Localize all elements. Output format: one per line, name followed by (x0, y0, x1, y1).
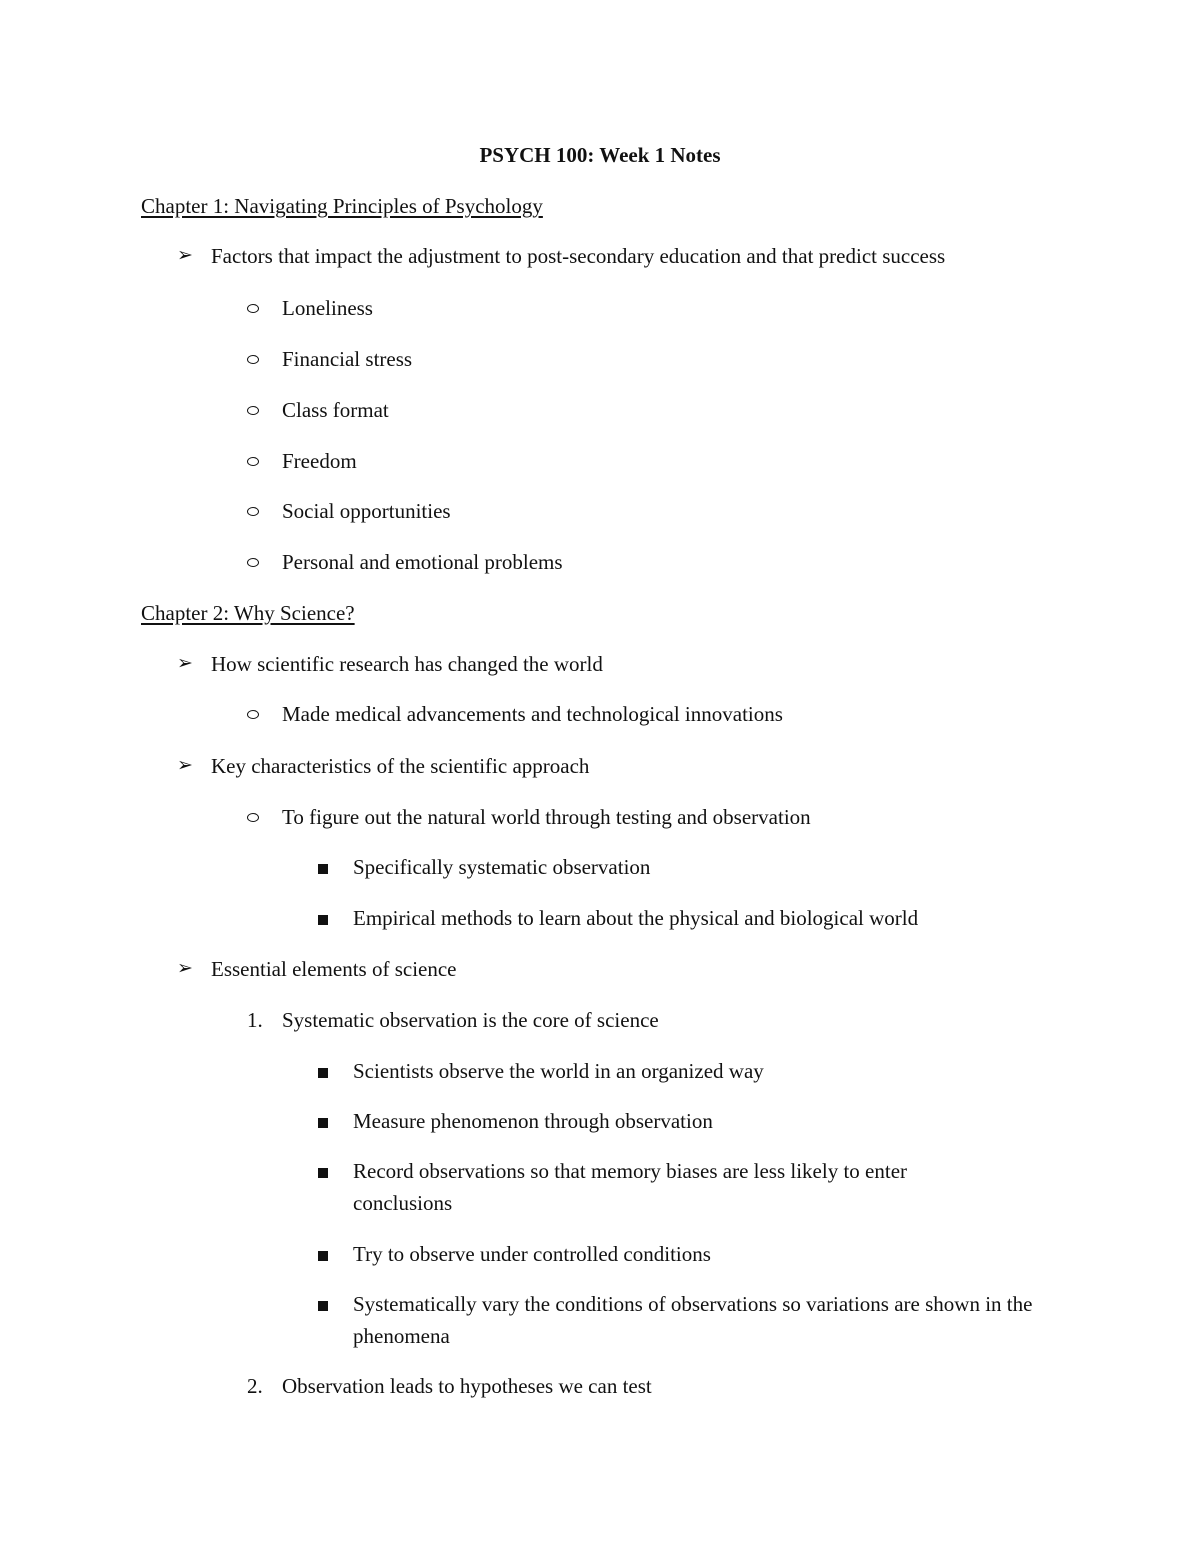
list-item (0, 853, 1200, 881)
square-bullet-icon (318, 1290, 328, 1318)
square-bullet-icon (318, 853, 328, 881)
page-title: PSYCH 100: Week 1 Notes (479, 143, 721, 167)
list-item (0, 955, 1200, 983)
list-item-text: Loneliness (282, 296, 373, 320)
list-item-text: How scientific research has changed the world (211, 652, 603, 676)
numbered-item (0, 1372, 1200, 1400)
list-item (0, 396, 1200, 424)
circle-bullet-icon (247, 447, 259, 475)
list-item-text: Systematically vary the conditions of observations so variations are shown in the phenomena (353, 1292, 1033, 1348)
list-item (0, 1240, 1200, 1268)
list-item-text: Empirical methods to learn about the physical and biological world (353, 906, 919, 930)
arrow-bullet-icon: ➢ (177, 958, 193, 979)
circle-bullet-icon (247, 396, 259, 424)
list-item (0, 1157, 1200, 1221)
list-item-text: Key characteristics of the scientific approach (211, 754, 590, 778)
arrow-bullet-icon: ➢ (177, 653, 193, 674)
list-item (0, 650, 1200, 678)
list-item (0, 700, 1200, 728)
list-item-text: Try to observe under controlled conditions (353, 1242, 711, 1266)
list-item (0, 904, 1200, 932)
list-item (0, 497, 1200, 525)
list-item-text: Factors that impact the adjustment to post-secondary education and that predict success (211, 244, 946, 268)
list-item (0, 447, 1200, 475)
list-item-text: Specifically systematic observation (353, 855, 651, 879)
numbered-item (0, 1006, 1200, 1034)
list-number: 2. (247, 1374, 263, 1398)
list-item-text: Personal and emotional problems (282, 550, 563, 574)
list-item (0, 752, 1200, 780)
square-bullet-icon (318, 1240, 328, 1268)
list-item-text: Freedom (282, 449, 357, 473)
arrow-bullet-icon: ➢ (177, 245, 193, 266)
list-item-text: Record observations so that memory biases are less likely to enter conclusions (353, 1159, 908, 1215)
list-item (0, 548, 1200, 576)
circle-bullet-icon (247, 548, 259, 576)
list-item-text: Social opportunities (282, 499, 451, 523)
list-item-text: Scientists observe the world in an organized way (353, 1059, 764, 1083)
square-bullet-icon (318, 904, 328, 932)
list-item (0, 803, 1200, 831)
square-bullet-icon (318, 1057, 328, 1085)
list-number: 1. (247, 1008, 263, 1032)
list-item-text: Made medical advancements and technological innovations (282, 702, 783, 726)
circle-bullet-icon (247, 803, 259, 831)
chapter-1-heading: Chapter 1: Navigating Principles of Psychology (141, 194, 543, 218)
list-item-text: Observation leads to hypotheses we can test (282, 1374, 652, 1398)
list-item-text: Financial stress (282, 347, 413, 371)
square-bullet-icon (318, 1107, 328, 1135)
list-item-text: Systematic observation is the core of science (282, 1008, 659, 1032)
square-bullet-icon (318, 1157, 328, 1185)
list-item (0, 294, 1200, 322)
list-item (0, 345, 1200, 373)
list-item (0, 1290, 1200, 1354)
list-item-text: Class format (282, 398, 389, 422)
list-item (0, 1107, 1200, 1135)
list-item-text: Essential elements of science (211, 957, 457, 981)
list-item-text: To figure out the natural world through testing and observation (282, 805, 811, 829)
circle-bullet-icon (247, 700, 259, 728)
circle-bullet-icon (247, 294, 259, 322)
list-item-text: Measure phenomenon through observation (353, 1109, 713, 1133)
list-item (0, 242, 1200, 270)
arrow-bullet-icon: ➢ (177, 755, 193, 776)
circle-bullet-icon (247, 345, 259, 373)
list-item (0, 1057, 1200, 1085)
chapter-2-heading: Chapter 2: Why Science? (141, 601, 355, 625)
circle-bullet-icon (247, 497, 259, 525)
